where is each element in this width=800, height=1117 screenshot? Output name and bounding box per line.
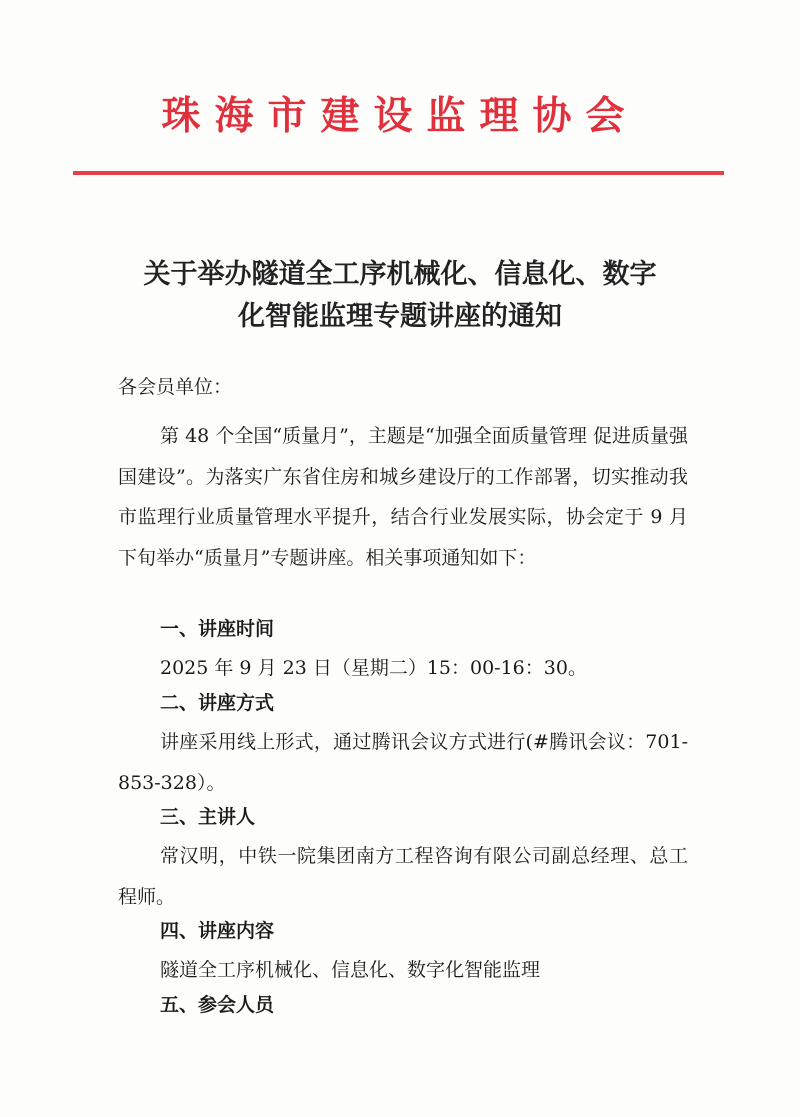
section-heading-method: 二、讲座方式 [160, 692, 275, 714]
salutation: 各会员单位： [118, 376, 233, 398]
letterhead-org-name: 珠海市建设监理协会 [161, 94, 639, 139]
document-title-line-2: 化智能监理专题讲座的通知 [238, 301, 562, 332]
section-heading-attendees: 五、参会人员 [160, 994, 275, 1016]
section-body-content: 隧道全工序机械化、信息化、数字化智能监理 [160, 959, 541, 981]
section-body-method: 讲座采用线上形式，通过腾讯会议方式进行(#腾讯会议：701-853-328）。 [118, 731, 688, 794]
section-heading-time: 一、讲座时间 [160, 618, 275, 640]
document-title [100, 254, 700, 338]
document-title-line-1: 关于举办隧道全工序机械化、信息化、数字 [143, 259, 657, 290]
section-body-time: 2025 年 9 月 23 日（星期二）15：00-16：30。 [160, 657, 587, 679]
section-heading-content: 四、讲座内容 [160, 920, 275, 942]
letterhead-red-rule [73, 171, 724, 175]
section-heading-speaker: 三、主讲人 [160, 806, 256, 828]
intro-paragraph: 第 48 个全国“质量月”，主题是“加强全面质量管理 促进质量强国建设”。为落实广东省住房和城乡建设厅的工作部署，切实推动我市监理行业质量管理水平提升，结合行业发展实际，协会定于 9 月下旬举办“质量月”专题讲座。相关事项通知如下： [118, 425, 688, 569]
section-body-speaker: 常汉明，中铁一院集团南方工程咨询有限公司副总经理、总工程师。 [118, 845, 688, 908]
